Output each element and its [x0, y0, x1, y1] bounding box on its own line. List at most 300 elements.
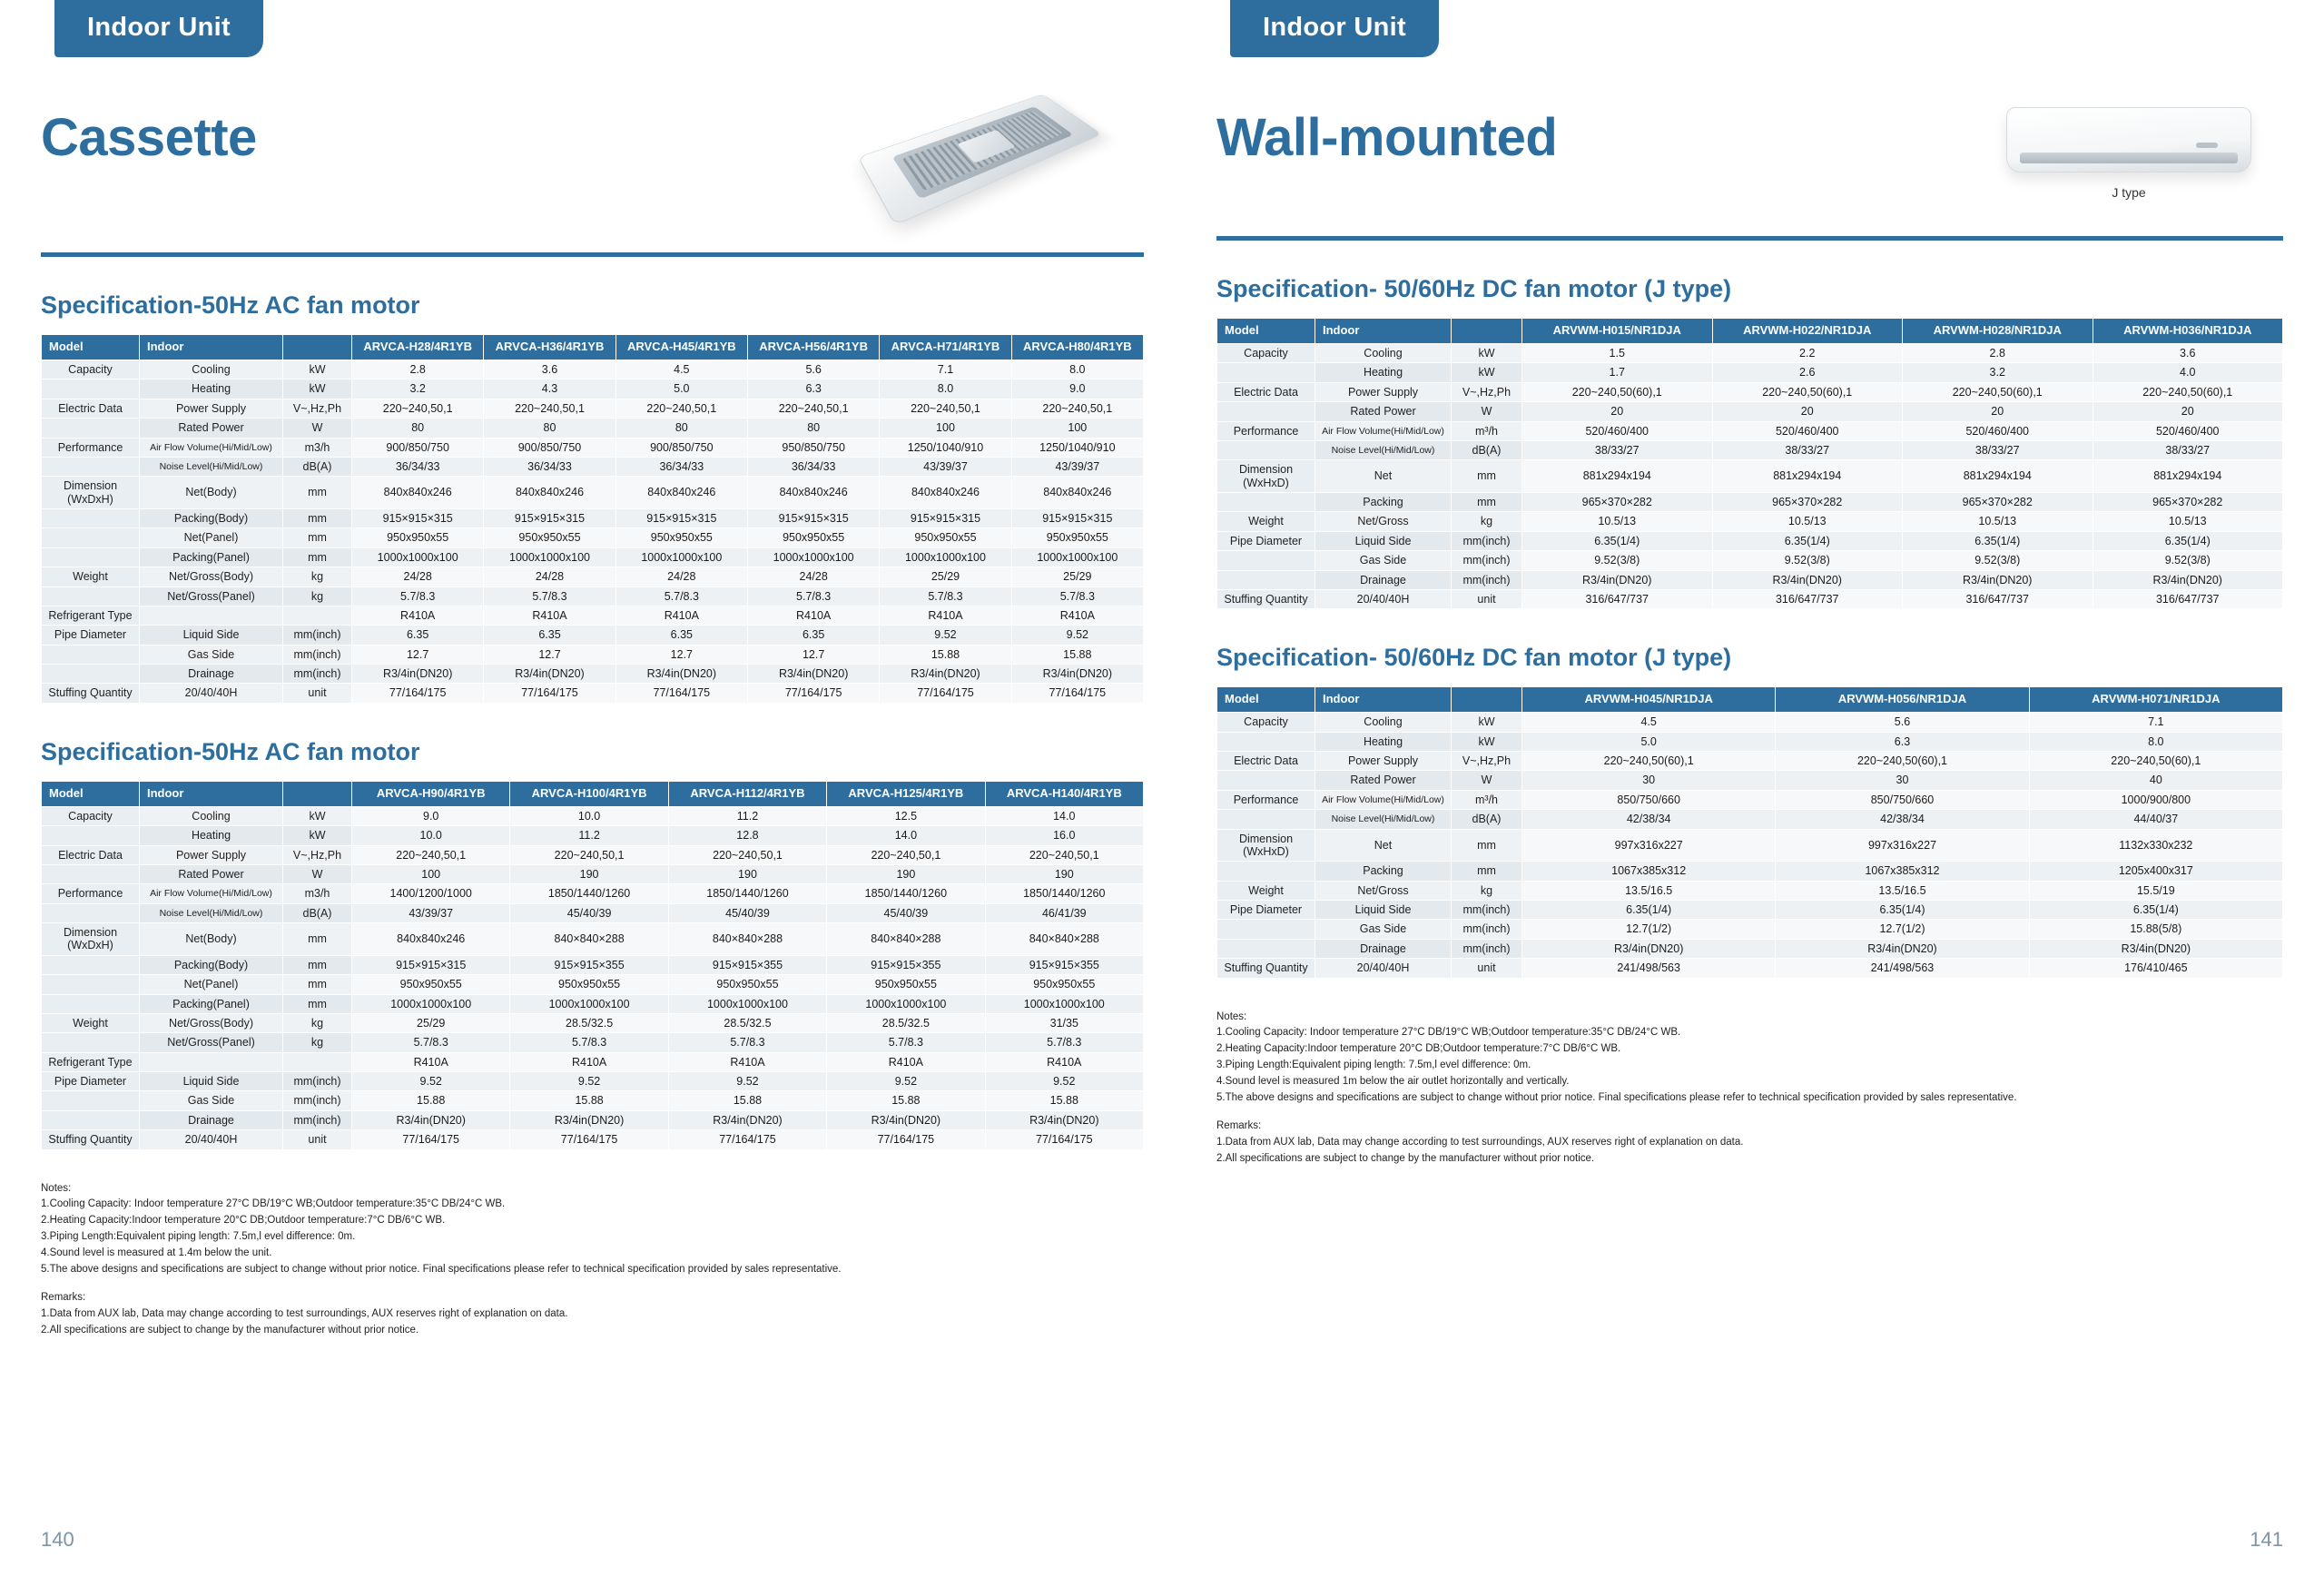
table-cell: 38/33/27: [1712, 440, 1903, 459]
table-cell: 1250/1040/910: [880, 438, 1011, 457]
table-row: [42, 994, 1144, 1013]
table-row: [42, 1110, 1144, 1129]
row-unit: V~,Hz,Ph: [1452, 752, 1522, 771]
row-sub-label: Net: [1315, 829, 1452, 862]
table-cell: 20: [1903, 402, 2093, 421]
table-row: [42, 477, 1144, 509]
table-cell: 28.5/32.5: [668, 1013, 826, 1032]
table-row: [1217, 363, 2283, 382]
table-cell: 915×915×315: [880, 509, 1011, 528]
table-cell: 24/28: [484, 567, 615, 586]
table-cell: 2.8: [1903, 344, 2093, 363]
row-group-label: Weight: [42, 1013, 140, 1032]
table-cell: 915×915×315: [747, 509, 879, 528]
table-cell: 4.0: [2093, 363, 2283, 382]
row-group-label: [1217, 732, 1315, 751]
table-row: [1217, 959, 2283, 978]
table-cell: R410A: [668, 1052, 826, 1071]
table-cell: 38/33/27: [1903, 440, 2093, 459]
table-cell: 1850/1440/1260: [985, 884, 1143, 903]
table-cell: 4.5: [615, 360, 747, 379]
table-cell: 4.3: [484, 379, 615, 399]
table-cell: 3.2: [1903, 363, 2093, 382]
table-row: [42, 864, 1144, 883]
row-sub-label: Net: [1315, 460, 1452, 493]
table-cell: 950x950x55: [1011, 528, 1143, 547]
table-cell: 520/460/400: [2093, 421, 2283, 440]
table-row: [42, 379, 1144, 399]
table-cell: 6.3: [1776, 732, 2029, 751]
row-sub-label: Gas Side: [1315, 551, 1452, 570]
col-model-3: ARVCA-H112/4R1YB: [668, 781, 826, 806]
row-unit: dB(A): [1452, 440, 1522, 459]
table-cell: 5.7/8.3: [352, 586, 484, 606]
row-group-label: [42, 457, 140, 476]
row-sub-label: Net/Gross: [1315, 512, 1452, 531]
table-cell: 1.7: [1522, 363, 1713, 382]
table-cell: 15.88: [668, 1091, 826, 1110]
table-cell: R3/4in(DN20): [2029, 939, 2282, 958]
row-sub-label: Cooling: [1315, 344, 1452, 363]
table-row: [1217, 901, 2283, 920]
table-cell: 220~240,50(60),1: [1712, 382, 1903, 401]
table-cell: 10.5/13: [2093, 512, 2283, 531]
note-line: 4.Sound level is measured at 1.4m below the unit.: [41, 1247, 272, 1258]
table-cell: 950x950x55: [985, 975, 1143, 994]
spec-table-2: [41, 781, 1144, 1150]
table-row: [42, 457, 1144, 476]
row-group-label: [42, 419, 140, 438]
row-group-label: Capacity: [1217, 344, 1315, 363]
table-cell: 1000x1000x100: [615, 547, 747, 567]
row-group-label: Pipe Diameter: [42, 626, 140, 645]
row-group-label: Weight: [42, 567, 140, 586]
table-cell: 15.88: [827, 1091, 985, 1110]
table-row: [42, 360, 1144, 379]
row-sub-label: Net(Panel): [140, 975, 283, 994]
row-sub-label: Packing(Body): [140, 509, 283, 528]
row-group-label: [42, 509, 140, 528]
table-cell: 1.5: [1522, 344, 1713, 363]
table-cell: 6.35: [747, 626, 879, 645]
row-group-label: Performance: [1217, 790, 1315, 809]
table-cell: 1000x1000x100: [352, 994, 510, 1013]
row-unit: mm: [1452, 493, 1522, 512]
row-group-label: Pipe Diameter: [1217, 901, 1315, 920]
table-cell: R3/4in(DN20): [352, 665, 484, 684]
table-row: [1217, 440, 2283, 459]
row-group-label: Capacity: [1217, 713, 1315, 732]
table-cell: 965×370×282: [1712, 493, 1903, 512]
row-sub-label: Net/Gross: [1315, 881, 1452, 900]
remark-line: 1.Data from AUX lab, Data may change according to test surroundings, AUX reserves right of explanation on data.: [41, 1308, 568, 1320]
col-unit: [1452, 687, 1522, 713]
table-cell: 6.35(1/4): [1712, 531, 1903, 550]
table-cell: 840x840x246: [352, 923, 510, 956]
table-cell: 28.5/32.5: [510, 1013, 668, 1032]
row-sub-label: Packing(Panel): [140, 547, 283, 567]
table-cell: 38/33/27: [2093, 440, 2283, 459]
row-unit: W: [1452, 771, 1522, 790]
table-cell: 5.7/8.3: [510, 1033, 668, 1052]
table-cell: 42/38/34: [1522, 810, 1776, 829]
row-group-label: [42, 975, 140, 994]
row-group-label: Capacity: [42, 360, 140, 379]
row-group-label: [42, 1091, 140, 1110]
title-divider: [41, 252, 1144, 257]
table-cell: 840x840x246: [615, 477, 747, 509]
table-cell: 220~240,50(60),1: [2093, 382, 2283, 401]
row-sub-label: Drainage: [140, 665, 283, 684]
wall-unit-air-outlet: [2020, 153, 2238, 163]
notes-title: Notes:: [1216, 1010, 1247, 1022]
table-cell: 950x950x55: [352, 975, 510, 994]
table-cell: 1000x1000x100: [352, 547, 484, 567]
wall-unit-icon: [1974, 80, 2283, 180]
table-cell: 6.35(1/4): [1522, 531, 1713, 550]
table-cell: 1000x1000x100: [510, 994, 668, 1013]
row-sub-label: Gas Side: [1315, 920, 1452, 939]
table-cell: 1400/1200/1000: [352, 884, 510, 903]
table-cell: 45/40/39: [510, 903, 668, 922]
row-group-label: [42, 547, 140, 567]
col-model-3: ARVCA-H45/4R1YB: [615, 335, 747, 360]
spec-table-4: [1216, 686, 2283, 978]
table-cell: 190: [510, 864, 668, 883]
table-cell: 14.0: [827, 826, 985, 845]
title-divider: [1216, 236, 2283, 241]
row-group-label: [42, 665, 140, 684]
row-group-label: Performance: [42, 884, 140, 903]
col-model: Model: [1217, 319, 1315, 344]
row-unit: kg: [283, 586, 352, 606]
table-cell: 43/39/37: [352, 903, 510, 922]
table-cell: 77/164/175: [352, 684, 484, 703]
table-cell: 2.6: [1712, 363, 1903, 382]
row-group-label: [42, 645, 140, 664]
row-sub-label: [140, 606, 283, 625]
section-heading-1: Specification-50Hz AC fan motor: [41, 291, 420, 319]
table-cell: 77/164/175: [352, 1130, 510, 1149]
table-cell: 36/34/33: [484, 457, 615, 476]
notes-block: [41, 1181, 1144, 1278]
table-row: [42, 1013, 1144, 1032]
table-cell: 9.52: [510, 1072, 668, 1091]
table-cell: 77/164/175: [747, 684, 879, 703]
page-title: Wall-mounted: [1216, 108, 1558, 167]
col-model-5: ARVCA-H71/4R1YB: [880, 335, 1011, 360]
remark-line: 2.All specifications are subject to change by the manufacturer without prior notice.: [1216, 1153, 1595, 1164]
table-row: [42, 975, 1144, 994]
row-group-label: [1217, 551, 1315, 570]
table-row: [42, 1052, 1144, 1071]
row-group-label: [42, 1033, 140, 1052]
table-row: [42, 826, 1144, 845]
row-unit: kW: [283, 826, 352, 845]
table-cell: 950x950x55: [615, 528, 747, 547]
table-row: [42, 645, 1144, 664]
table-cell: 9.52: [352, 1072, 510, 1091]
table-cell: 220~240,50(60),1: [1522, 382, 1713, 401]
table-cell: 220~240,50,1: [484, 399, 615, 418]
table-cell: 9.52: [827, 1072, 985, 1091]
table-cell: 5.7/8.3: [352, 1033, 510, 1052]
section-tab-wrap: [54, 0, 1144, 57]
table-cell: 10.0: [352, 826, 510, 845]
section-tab-wrap: [1230, 0, 2283, 57]
table-cell: 100: [880, 419, 1011, 438]
table-cell: 965×370×282: [1903, 493, 2093, 512]
table-row: [42, 509, 1144, 528]
col-model-4: ARVCA-H56/4R1YB: [747, 335, 879, 360]
table-cell: 38/33/27: [1522, 440, 1713, 459]
remarks-block: [41, 1290, 1144, 1338]
row-group-label: Electric Data: [1217, 752, 1315, 771]
row-unit: m3/h: [283, 438, 352, 457]
table-cell: 15.88: [352, 1091, 510, 1110]
row-unit: mm(inch): [283, 645, 352, 664]
table-cell: R3/4in(DN20): [484, 665, 615, 684]
table-cell: 12.7: [747, 645, 879, 664]
row-unit: W: [283, 864, 352, 883]
table-cell: R3/4in(DN20): [1522, 939, 1776, 958]
table-cell: R410A: [484, 606, 615, 625]
row-unit: kW: [283, 806, 352, 825]
row-unit: mm(inch): [1452, 939, 1522, 958]
table-cell: 43/39/37: [880, 457, 1011, 476]
row-unit: kg: [283, 1013, 352, 1032]
table-cell: 1000x1000x100: [484, 547, 615, 567]
table-cell: 5.6: [747, 360, 879, 379]
row-unit: mm(inch): [283, 1110, 352, 1129]
col-model-1: ARVCA-H28/4R1YB: [352, 335, 484, 360]
table-cell: 1000x1000x100: [747, 547, 879, 567]
table-cell: 77/164/175: [985, 1130, 1143, 1149]
table-cell: 15.88: [510, 1091, 668, 1110]
remark-line: 1.Data from AUX lab, Data may change according to test surroundings, AUX reserves right of explanation on data.: [1216, 1137, 1744, 1148]
col-indoor: Indoor: [1315, 687, 1452, 713]
row-unit: mm(inch): [283, 1072, 352, 1091]
row-group-label: [1217, 440, 1315, 459]
table-cell: 11.2: [510, 826, 668, 845]
col-model-3: ARVWM-H028/NR1DJA: [1903, 319, 2093, 344]
row-unit: unit: [1452, 959, 1522, 978]
table-cell: 28.5/32.5: [827, 1013, 985, 1032]
row-sub-label: Net/Gross(Body): [140, 1013, 283, 1032]
table-row: [1217, 862, 2283, 881]
table-row: [1217, 810, 2283, 829]
row-group-label: Electric Data: [42, 399, 140, 418]
table-cell: 100: [1011, 419, 1143, 438]
row-sub-label: Net(Body): [140, 923, 283, 956]
remarks-block: [1216, 1119, 2283, 1167]
table-row: [42, 547, 1144, 567]
row-unit: unit: [283, 1130, 352, 1149]
table-row: [42, 1130, 1144, 1149]
table-cell: 45/40/39: [827, 903, 985, 922]
table-cell: 9.52(3/8): [1712, 551, 1903, 570]
row-group-label: Pipe Diameter: [42, 1072, 140, 1091]
table-row: [42, 884, 1144, 903]
row-unit: mm(inch): [1452, 570, 1522, 589]
row-group-label: [1217, 920, 1315, 939]
row-sub-label: Rated Power: [1315, 402, 1452, 421]
row-unit: mm: [283, 509, 352, 528]
row-group-label: [42, 826, 140, 845]
table-cell: R3/4in(DN20): [1903, 570, 2093, 589]
table-cell: 1067x385x312: [1776, 862, 2029, 881]
table-cell: 190: [668, 864, 826, 883]
page-title-row: [41, 57, 1144, 216]
table-row: [1217, 939, 2283, 958]
row-sub-label: Gas Side: [140, 645, 283, 664]
note-line: 2.Heating Capacity:Indoor temperature 20°C DB;Outdoor temperature:7°C DB/6°C WB.: [41, 1215, 446, 1227]
table-cell: 30: [1522, 771, 1776, 790]
table-row: [42, 399, 1144, 418]
row-unit: mm(inch): [1452, 901, 1522, 920]
table-cell: 9.52(3/8): [2093, 551, 2283, 570]
row-sub-label: Liquid Side: [1315, 901, 1452, 920]
table-cell: 6.35(1/4): [2029, 901, 2282, 920]
table-row: [1217, 713, 2283, 732]
table-cell: 220~240,50,1: [1011, 399, 1143, 418]
row-sub-label: Heating: [1315, 732, 1452, 751]
col-indoor: Indoor: [140, 335, 283, 360]
table-cell: 950x950x55: [827, 975, 985, 994]
table-row: [1217, 589, 2283, 608]
table-cell: 950x950x55: [668, 975, 826, 994]
table-cell: 43/39/37: [1011, 457, 1143, 476]
table-cell: R3/4in(DN20): [1712, 570, 1903, 589]
note-line: 1.Cooling Capacity: Indoor temperature 27°C DB/19°C WB;Outdoor temperature:35°C DB/24°C WB.: [1216, 1027, 1681, 1039]
table-cell: R410A: [615, 606, 747, 625]
row-group-label: Capacity: [42, 806, 140, 825]
table-cell: 220~240,50(60),1: [1776, 752, 2029, 771]
table-cell: 900/850/750: [352, 438, 484, 457]
row-sub-label: Noise Level(Hi/Mid/Low): [1315, 810, 1452, 829]
cassette-body: [858, 94, 1103, 225]
table-cell: 900/850/750: [615, 438, 747, 457]
row-unit: kW: [1452, 713, 1522, 732]
table-row: [1217, 752, 2283, 771]
col-model: Model: [1217, 687, 1315, 713]
table-row: [42, 845, 1144, 864]
table-cell: 20: [2093, 402, 2283, 421]
table-cell: 9.0: [352, 806, 510, 825]
row-sub-label: Cooling: [140, 806, 283, 825]
table-cell: 881x294x194: [1522, 460, 1713, 493]
table-cell: R3/4in(DN20): [2093, 570, 2283, 589]
table-cell: 9.52: [985, 1072, 1143, 1091]
row-group-label: [42, 955, 140, 974]
table-cell: 520/460/400: [1712, 421, 1903, 440]
note-line: 1.Cooling Capacity: Indoor temperature 27°C DB/19°C WB;Outdoor temperature:35°C DB/24°C WB.: [41, 1198, 506, 1210]
table-cell: R410A: [1011, 606, 1143, 625]
table-cell: 3.6: [2093, 344, 2283, 363]
row-unit: m³/h: [1452, 421, 1522, 440]
row-group-label: Stuffing Quantity: [42, 1130, 140, 1149]
row-unit: kW: [1452, 732, 1522, 751]
table-cell: 9.52(3/8): [1522, 551, 1713, 570]
col-model-2: ARVCA-H100/4R1YB: [510, 781, 668, 806]
row-unit: W: [283, 419, 352, 438]
row-group-label: Dimension (WxDxH): [42, 923, 140, 956]
table-cell: 915×915×315: [615, 509, 747, 528]
table-cell: 840x840x246: [747, 477, 879, 509]
table-cell: 3.2: [352, 379, 484, 399]
row-unit: m³/h: [1452, 790, 1522, 809]
table-cell: 8.0: [880, 379, 1011, 399]
table-cell: 176/410/465: [2029, 959, 2282, 978]
table-cell: 840×840×288: [668, 923, 826, 956]
table-row: [1217, 570, 2283, 589]
row-group-label: [42, 864, 140, 883]
col-model-6: ARVCA-H80/4R1YB: [1011, 335, 1143, 360]
table-cell: 6.35(1/4): [1522, 901, 1776, 920]
row-group-label: [1217, 570, 1315, 589]
row-sub-label: Power Supply: [1315, 752, 1452, 771]
row-unit: mm: [283, 955, 352, 974]
table-cell: 316/647/737: [1712, 589, 1903, 608]
row-group-label: [1217, 771, 1315, 790]
table-row: [42, 806, 1144, 825]
row-unit: mm: [283, 994, 352, 1013]
wall-unit-display: [2196, 143, 2218, 148]
table-cell: 950/850/750: [747, 438, 879, 457]
table-row: [1217, 512, 2283, 531]
table-cell: 5.7/8.3: [880, 586, 1011, 606]
table-cell: 241/498/563: [1776, 959, 2029, 978]
note-line: 5.The above designs and specifications are subject to change without prior notice. Final specifications please refer to technical specification provided by sales representative.: [41, 1263, 842, 1275]
table-cell: 5.6: [1776, 713, 2029, 732]
table-cell: 20: [1522, 402, 1713, 421]
table-cell: 15.88: [880, 645, 1011, 664]
row-unit: unit: [1452, 589, 1522, 608]
table-cell: 520/460/400: [1903, 421, 2093, 440]
table-cell: R3/4in(DN20): [510, 1110, 668, 1129]
row-sub-label: Net/Gross(Panel): [140, 1033, 283, 1052]
table-cell: R3/4in(DN20): [827, 1110, 985, 1129]
table-cell: 7.1: [2029, 713, 2282, 732]
table-cell: 840×840×288: [985, 923, 1143, 956]
row-sub-label: Packing(Panel): [140, 994, 283, 1013]
table-cell: 965×370×282: [2093, 493, 2283, 512]
row-sub-label: Drainage: [1315, 939, 1452, 958]
row-sub-label: Rated Power: [140, 419, 283, 438]
hero-caption: J type: [2112, 185, 2146, 200]
row-group-label: Weight: [1217, 881, 1315, 900]
table-cell: 1000x1000x100: [827, 994, 985, 1013]
row-unit: mm(inch): [283, 665, 352, 684]
table-row: [1217, 881, 2283, 900]
table-cell: 4.5: [1522, 713, 1776, 732]
row-sub-label: Liquid Side: [140, 626, 283, 645]
spec-table-3: [1216, 318, 2283, 609]
table-cell: 12.8: [668, 826, 826, 845]
table-row: [42, 955, 1144, 974]
table-cell: 316/647/737: [1522, 589, 1713, 608]
table-row: [42, 903, 1144, 922]
table-row: [1217, 421, 2283, 440]
table-row: [1217, 732, 2283, 751]
page-right: [1162, 0, 2324, 1577]
note-line: 2.Heating Capacity:Indoor temperature 20°C DB;Outdoor temperature:7°C DB/6°C WB.: [1216, 1043, 1621, 1055]
row-group-label: [1217, 363, 1315, 382]
table-cell: 881x294x194: [1712, 460, 1903, 493]
row-unit: W: [1452, 402, 1522, 421]
row-unit: mm(inch): [283, 1091, 352, 1110]
table-cell: 950x950x55: [880, 528, 1011, 547]
